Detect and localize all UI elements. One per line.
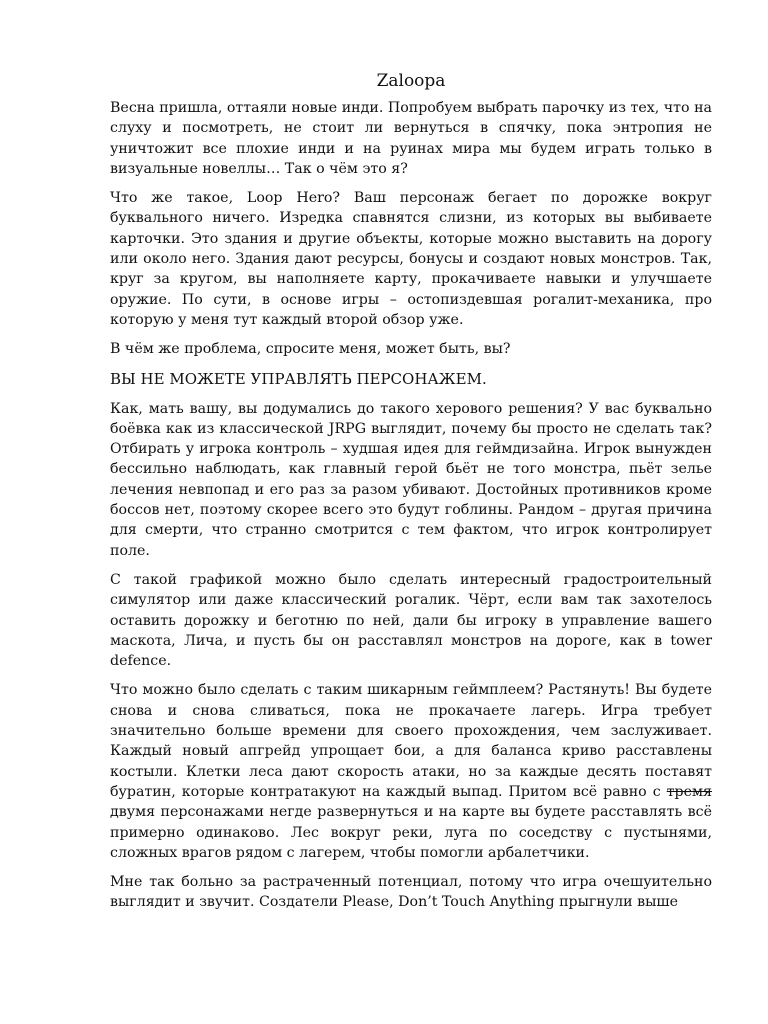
paragraph-stretching-part-1: Что можно было сделать с таким шикарным геймплеем? Растянуть! Вы будете снова и снова сливаться, пока не прокачаете лагерь. Игра требует значительно больше времени для своего прохождения, чем заслуживает. Каждый новый апгрейд упрощает бои, а для баланса криво расставлены костыли. Клетки леса дают скорость атаки, но за каждые десять поставят буратин, которые контратакуют на каждый выпад. Притом всё равно с: [110, 682, 712, 800]
paragraph-graphics: С такой графикой можно было сделать интересный градостроительный симулятор или даже классический рогалик. Чёрт, если вам так захотелось оставить дорожку и беготню по ней, дали бы игроку в управление вашего маскота, Лича, и пусть бы он расставлял монстров на дороге, как в tower defence.: [110, 571, 712, 670]
paragraph-what-is-loop-hero: Что же такое, Loop Hero? Ваш персонаж бегает по дорожке вокруг буквального ничего. Изредка спавнятся слизни, из которых вы выбиваете карточки. Это здания и другие объекты, которые можно выставить на дорогу или около него. Здания дают ресурсы, бонусы и создают новых монстров. Так, круг за кругом, вы наполняете карту, прокачиваете навыки и улучшаете оружие. По сути, в основе игры – остопиздевшая рогалит-механика, про которую у меня тут каждый второй обзор уже.: [110, 190, 712, 328]
paragraph-caps-statement: ВЫ НЕ МОЖЕТЕ УПРАВЛЯТЬ ПЕРСОНАЖЕМ.: [110, 369, 487, 388]
paragraph-question: В чём же проблема, спросите меня, может быть, вы?: [110, 341, 511, 358]
document-page: [110, 68, 712, 922]
paragraph-stretching-part-2: двумя персонажами негде развернуться и на карте вы будете расставлять всё примерно одинаково. Лес вокруг реки, луга по соседству с пустынями, сложных врагов рядом с лагерем, чтобы помогли арбалетчики.: [110, 804, 712, 861]
paragraph-stretching: [110, 680, 712, 863]
paragraph-intro: Весна пришла, оттаяли новые инди. Попробуем выбрать парочку из тех, что на слуху и посмотреть, не стоит ли вернуться в спячку, пока энтропия не уничтожит все плохие инди и на руинах мира мы будем играть только в визуальные новеллы… Так о чём это я?: [110, 100, 712, 177]
paragraph-control-criticism: Как, мать вашу, вы додумались до такого херового решения? У вас буквально боёвка как из классической JRPG выглядит, почему бы просто не сделать так? Отбирать у игрока контроль – худшая идея для геймдизайна. Игрок вынужден бессильно наблюдать, как главный герой бьёт не того монстра, пьёт зелье лечения невпопад и его раз за разом убивают. Достойных противников кроме боссов нет, поэтому скорее всего это будут гоблины. Рандом – другая причина для смерти, что странно смотрится с тем фактом, что игрок контролирует поле.: [110, 400, 712, 559]
struck-word: тремя: [666, 783, 712, 800]
document-title: Zaloopa: [376, 71, 446, 91]
paragraph-potential: Мне так больно за растраченный потенциал, потому что игра очешуительно выглядит и звучит. Создатели Please, Don’t Touch Anything прыгнули выше: [110, 874, 712, 911]
